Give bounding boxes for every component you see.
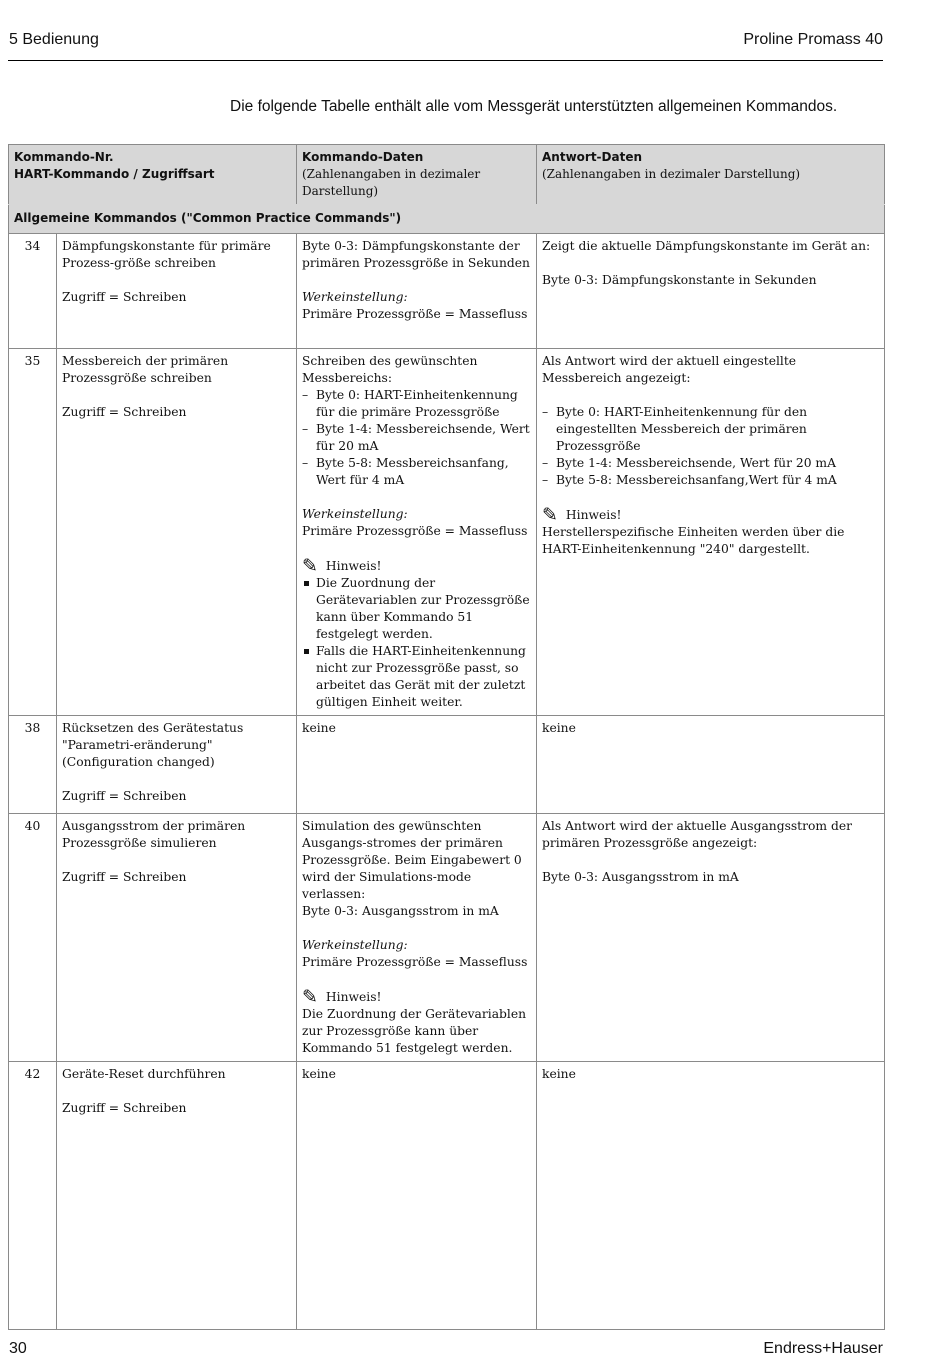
header-command-data: Kommando-Daten (Zahlenangaben in dezimaler Darstellung)	[297, 145, 537, 205]
table-row	[9, 814, 885, 1062]
command-name-cell: Messbereich der primären Prozessgröße schreiben Zugriff = Schreiben	[57, 349, 297, 716]
command-name-cell: Ausgangsstrom der primären Prozessgröße simulieren Zugriff = Schreiben	[57, 814, 297, 1062]
list-item: Falls die HART-Einheitenkennung nicht zur Prozessgröße passt, so arbeitet das Gerät mit der zuletzt gültigen Einheit weiter.	[302, 643, 531, 711]
pencil-note-icon: ✎	[302, 986, 318, 1008]
pencil-note-icon: ✎	[302, 555, 318, 577]
brand-name: Endress+Hauser	[763, 1340, 883, 1357]
list-item: – Byte 5-8: Messbereichsanfang, Wert für 4 mA	[302, 455, 531, 489]
list-item: – Byte 1-4: Messbereichsende, Wert für 20 mA	[542, 455, 879, 472]
section-row	[9, 205, 885, 234]
byte-list	[302, 387, 531, 489]
table-row	[9, 716, 885, 814]
header-command-no: Kommando-Nr. HART-Kommando / Zugriffsart	[9, 145, 297, 205]
command-data-cell: keine	[297, 1062, 537, 1330]
response-data-cell: Als Antwort wird der aktuell eingestellte Messbereich angezeigt: – Byte 0: HART-Einheitenkennung für den eingestellten Messbereich der primären Prozessgröße – Byte 1-4: Messbereichsende, Wert für 20 mA – Byte 5-8: Messbereichsanfang,Wert für 4 mA ✎ Hinweis! Herstellerspezifische Einheiten werden über die HART-Einheitenkennung "240" dargestellt.	[537, 349, 885, 716]
page-number: 30	[9, 1340, 27, 1357]
command-name-cell: Rücksetzen des Gerätestatus "Parametri-eränderung" (Configuration changed) Zugriff = Schreiben	[57, 716, 297, 814]
list-item: – Byte 0: HART-Einheitenkennung für den eingestellten Messbereich der primären Prozessgröße	[542, 404, 879, 455]
header-divider	[8, 60, 883, 61]
response-data-cell: Als Antwort wird der aktuelle Ausgangsstrom der primären Prozessgröße angezeigt: Byte 0-3: Ausgangsstrom in mA	[537, 814, 885, 1062]
command-name-cell: Geräte-Reset durchführen Zugriff = Schreiben	[57, 1062, 297, 1330]
byte-list	[542, 404, 879, 489]
command-number: 42	[9, 1062, 57, 1330]
header-response-data: Antwort-Daten (Zahlenangaben in dezimaler Darstellung)	[537, 145, 885, 205]
note-list	[302, 575, 531, 711]
command-data-cell: Schreiben des gewünschten Messbereichs: – Byte 0: HART-Einheitenkennung für die primäre Prozessgröße – Byte 1-4: Messbereichsende, Wert für 20 mA – Byte 5-8: Messbereichsanfang, Wert für 4 mA Werkeinstellung: Primäre Prozessgröße = Massefluss ✎ Hinweis! Die Zuordnung der Gerätevariablen zur Prozessgröße kann über Kommando 51 festgelegt werden. Falls die HART-Einheitenkennung nicht zur Prozessgröße passt, so arbeitet das Gerät mit der zuletzt gültigen Einheit weiter.	[297, 349, 537, 716]
list-item: – Byte 5-8: Messbereichsanfang,Wert für 4 mA	[542, 472, 879, 489]
section-title: Allgemeine Kommandos ("Common Practice Commands")	[9, 205, 885, 234]
list-item: Die Zuordnung der Gerätevariablen zur Prozessgröße kann über Kommando 51 festgelegt werden.	[302, 575, 531, 643]
command-number: 40	[9, 814, 57, 1062]
response-data-cell: keine	[537, 1062, 885, 1330]
pencil-note-icon: ✎	[542, 504, 558, 526]
table-header-row	[9, 145, 885, 205]
table-row	[9, 234, 885, 349]
command-data-cell: Byte 0-3: Dämpfungskonstante der primären Prozessgröße in Sekunden Werkeinstellung: Primäre Prozessgröße = Massefluss	[297, 234, 537, 349]
table-row	[9, 349, 885, 716]
note-callout: ✎ Hinweis!	[302, 555, 382, 577]
command-number: 35	[9, 349, 57, 716]
chapter-title: 5 Bedienung	[9, 31, 99, 48]
response-data-cell: Zeigt die aktuelle Dämpfungskonstante im Gerät an: Byte 0-3: Dämpfungskonstante in Sekunden	[537, 234, 885, 349]
command-name-cell: Dämpfungskonstante für primäre Prozess-größe schreiben Zugriff = Schreiben	[57, 234, 297, 349]
list-item: – Byte 0: HART-Einheitenkennung für die primäre Prozessgröße	[302, 387, 531, 421]
intro-text: Die folgende Tabelle enthält alle vom Messgerät unterstützten allgemeinen Kommandos.	[230, 98, 838, 115]
table-row	[9, 1062, 885, 1330]
command-data-cell: keine	[297, 716, 537, 814]
response-data-cell: keine	[537, 716, 885, 814]
note-callout: ✎ Hinweis!	[542, 504, 622, 526]
commands-table	[8, 144, 885, 1330]
note-callout: ✎ Hinweis!	[302, 986, 382, 1008]
command-number: 38	[9, 716, 57, 814]
list-item: – Byte 1-4: Messbereichsende, Wert für 20 mA	[302, 421, 531, 455]
product-title: Proline Promass 40	[743, 31, 883, 48]
command-number: 34	[9, 234, 57, 349]
command-data-cell: Simulation des gewünschten Ausgangs-stromes der primären Prozessgröße. Beim Eingabewert 0 wird der Simulations-mode verlassen: Byte 0-3: Ausgangsstrom in mA Werkeinstellung: Primäre Prozessgröße = Massefluss ✎ Hinweis! Die Zuordnung der Gerätevariablen zur Prozessgröße kann über Kommando 51 festgelegt werden.	[297, 814, 537, 1062]
